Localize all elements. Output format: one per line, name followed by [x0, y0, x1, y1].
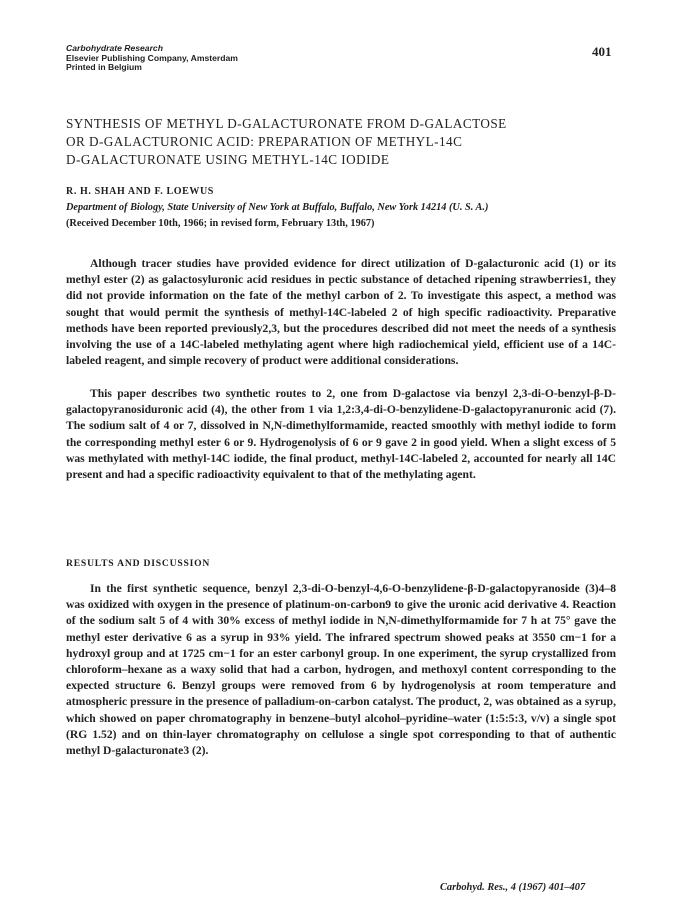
title-line-3: D-GALACTURONATE USING METHYL-14C IODIDE [66, 152, 390, 167]
journal-name: Carbohydrate Research [66, 43, 163, 53]
title-line-2: OR D-GALACTURONIC ACID: PREPARATION OF METHYL-14C [66, 134, 463, 149]
affiliation: Department of Biology, State University of New York at Buffalo, Buffalo, New York 14214 (U. S. A.) [66, 202, 489, 213]
authors: R. H. SHAH AND F. LOEWUS [66, 186, 214, 197]
printed-location: Printed in Belgium [66, 62, 142, 73]
received-dates: (Received December 10th, 1966; in revised form, February 13th, 1967) [66, 218, 375, 229]
paragraph-results [66, 581, 616, 759]
paragraph-2: This paper describes two synthetic routes to 2, one from D-galactose via benzyl 2,3-di-O-benzyl-β-D-galactopyranosiduronic acid (4), the other from 1 via 1,2:3,4-di-O-benzylidene-D-galactopyranuronic acid (7). The sodium salt of 4 or 7, dissolved in N,N-dimethylformamide, reacted smoothly with methyl iodide to form the corresponding methyl ester 6 or 9. Hydrogenolysis of 6 or 9 gave 2 in good yield. When a slight excess of 5 was methylated with methyl-14C iodide, the final product, methyl-14C-labeled 2, accounted for nearly all 14C present and had a specific radioactivity equivalent to that of the methylating agent. [66, 387, 616, 482]
journal-citation: Carbohyd. Res., 4 (1967) 401–407 [440, 882, 586, 893]
title-line-1: SYNTHESIS OF METHYL D-GALACTURONATE FROM D-GALACTOSE [66, 116, 507, 131]
article-title [66, 115, 626, 169]
paragraph-1: Although tracer studies have provided evidence for direct utilization of D-galacturonic acid (1) or its methyl ester (2) as galactosyluronic acid residues in pectic substance of detached ripening strawberries1, they did not provide information on the fate of the methyl carbon of 2. To investigate this aspect, a method was sought that would permit the synthesis of methyl-14C-labeled 2 of high specific radioactivity. Preparative methods have been reported previously2,3, but the procedures described did not meet the needs of a synthesis involving the use of a 14C-labeled methylating agent where high radiochemical yield, efficient use of a 14C-labeled reagent, and simple recovery of product were additional considerations. [66, 257, 616, 368]
paragraph-introduction [66, 256, 616, 369]
section-heading: RESULTS AND DISCUSSION [66, 558, 211, 569]
masthead [66, 44, 238, 73]
paragraph-routes [66, 386, 616, 483]
publisher: Elsevier Publishing Company, Amsterdam [66, 52, 238, 63]
paragraph-3: In the first synthetic sequence, benzyl 2,3-di-O-benzyl-4,6-O-benzylidene-β-D-galactopyranoside (3)4–8 was oxidized with oxygen in the presence of platinum-on-carbon9 to give the uronic acid derivative 4. Reaction of the sodium salt 5 of 4 with 30% excess of methyl iodide in N,N-dimethylformamide for 7 h at 75° gave the methyl ester derivative 6 as a syrup in 93% yield. The infrared spectrum showed peaks at 3550 cm−1 for a hydroxyl group and at 1725 cm−1 for an ester carbonyl group. In one experiment, the syrup crystallized from chloroform–hexane as a waxy solid that had a carbon, hydrogen, and methoxyl content corresponding to the expected structure 6. Benzyl groups were removed from 6 by hydrogenolysis at room temperature and atmospheric pressure in the presence of palladium-on-carbon catalyst. The product, 2, was obtained as a syrup, which showed on paper chromatography in benzene–butyl alcohol–pyridine–water (1:5:5:3, v/v) a single spot (RG 1.52) and on thin-layer chromatography on cellulose a single spot corresponding to that of authentic methyl D-galacturonate3 (2). [66, 582, 616, 758]
page-number: 401 [592, 44, 612, 59]
